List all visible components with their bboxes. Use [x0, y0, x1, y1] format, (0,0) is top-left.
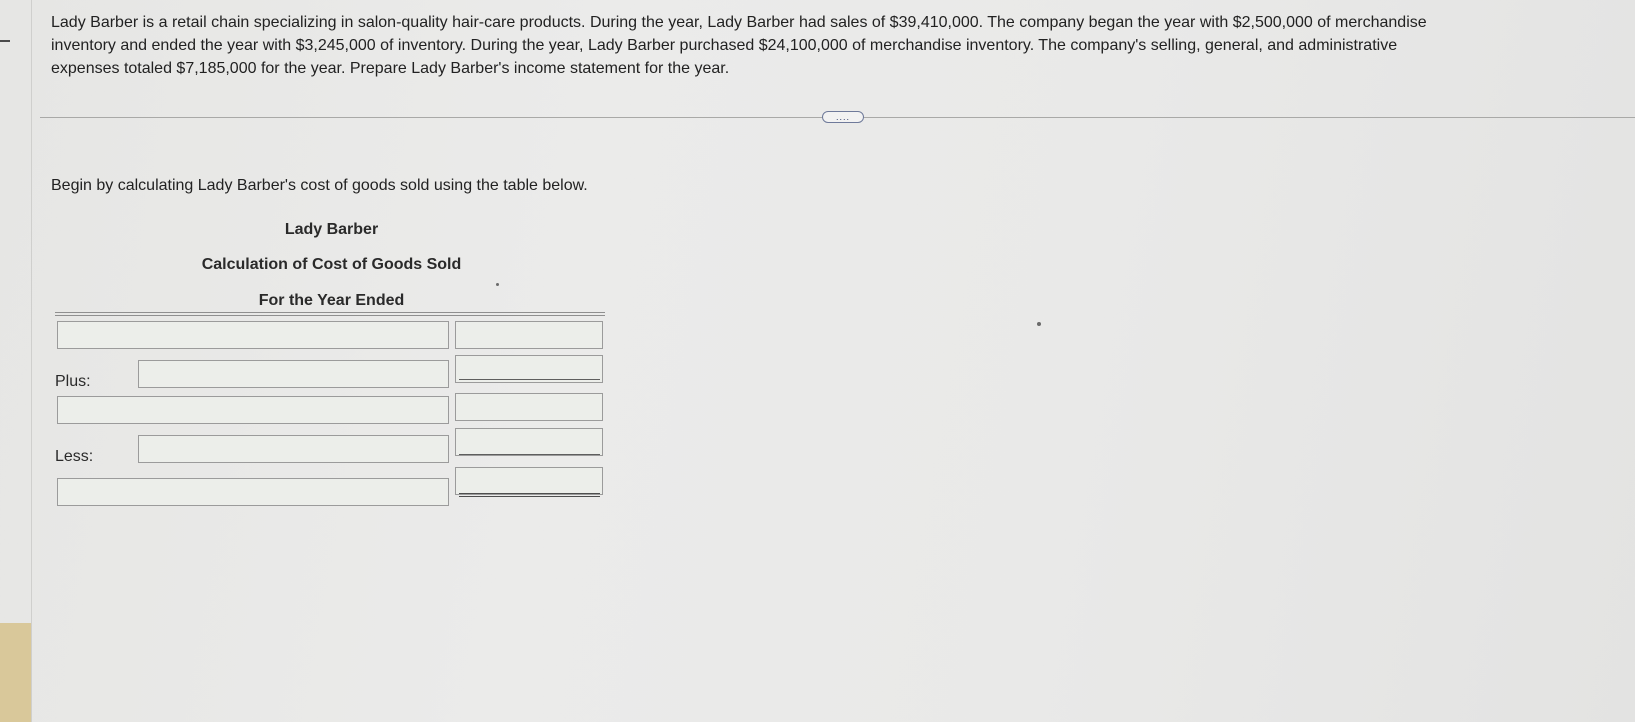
problem-statement — [51, 11, 1635, 80]
side-tab[interactable] — [0, 623, 31, 722]
less-label: Less: — [55, 448, 94, 465]
expand-more-button[interactable] — [822, 111, 864, 123]
plus-label: Plus: — [55, 373, 91, 390]
instruction-text: Begin by calculating Lady Barber's cost of goods sold using the table below. — [51, 177, 588, 194]
subtotal-underline — [459, 379, 600, 380]
company-name-heading: Lady Barber — [284, 221, 379, 238]
cogs-row-1-amount-input[interactable] — [455, 321, 603, 349]
problem-line-1: Lady Barber is a retail chain specializing in salon-quality hair-care products. During the year, Lady Barber had sales of $39,410,000. The company began the year with $2,500,000 of merchandise — [51, 14, 1427, 31]
total-double-underline — [459, 493, 600, 497]
cogs-row-1-description-input[interactable] — [57, 321, 449, 349]
table-top-rule — [55, 312, 605, 313]
statement-title-heading: Calculation of Cost of Goods Sold — [201, 256, 462, 273]
cogs-total-amount-input[interactable] — [455, 467, 603, 495]
cogs-row-3-amount-input[interactable] — [455, 393, 603, 421]
screen-speck — [1037, 322, 1041, 326]
cogs-less-amount-input[interactable] — [455, 428, 603, 456]
cogs-total-description-input[interactable] — [57, 478, 449, 506]
cogs-row-3-description-input[interactable] — [57, 396, 449, 424]
problem-line-3: expenses totaled $7,185,000 for the year. Prepare Lady Barber's income statement for the year. — [51, 60, 730, 77]
collapse-marker[interactable] — [0, 40, 10, 42]
screen-speck — [496, 283, 499, 286]
period-heading: For the Year Ended — [258, 292, 405, 309]
subtraction-underline — [459, 454, 600, 455]
table-top-rule-second — [55, 315, 605, 316]
cogs-plus-description-input[interactable] — [138, 360, 449, 388]
cogs-less-description-input[interactable] — [138, 435, 449, 463]
left-panel-border — [31, 0, 32, 722]
problem-line-2: inventory and ended the year with $3,245,000 of inventory. During the year, Lady Barber purchased $24,100,000 of merchandise inventory. The company's selling, general, and administrative — [51, 37, 1398, 54]
ellipsis-icon: .... — [835, 111, 850, 122]
